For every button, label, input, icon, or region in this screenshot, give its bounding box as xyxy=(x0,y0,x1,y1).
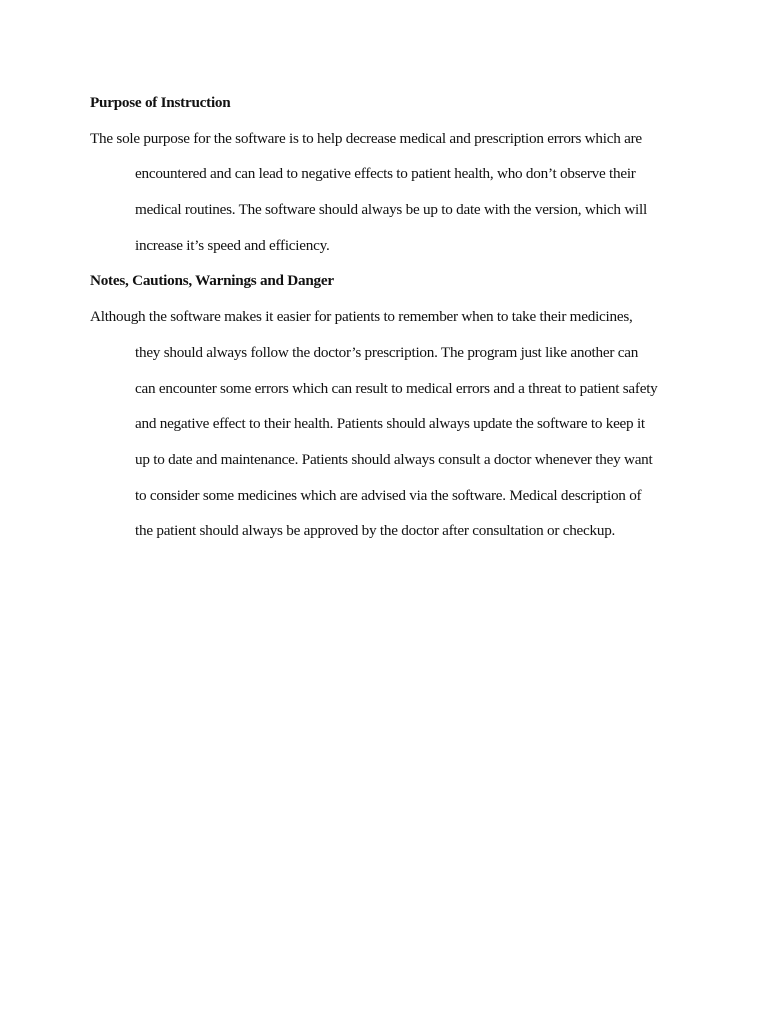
paragraph-line: The sole purpose for the software is to help decrease medical and prescription errors which are xyxy=(90,129,642,147)
paragraph-line: encountered and can lead to negative effects to patient health, who don’t observe their xyxy=(135,165,636,183)
paragraph-line: they should always follow the doctor’s prescription. The program just like another can xyxy=(135,343,639,361)
document-body xyxy=(90,91,690,555)
paragraph-line: to consider some medicines which are advised via the software. Medical description of xyxy=(135,486,642,504)
section-heading-purpose: Purpose of Instruction xyxy=(90,94,231,111)
paragraph-line: Although the software makes it easier for patients to remember when to take their medicines, xyxy=(90,308,633,326)
paragraph-line: can encounter some errors which can result to medical errors and a threat to patient safety xyxy=(135,379,658,397)
section-heading-notes: Notes, Cautions, Warnings and Danger xyxy=(90,272,334,290)
paragraph-line: medical routines. The software should always be up to date with the version, which will xyxy=(135,201,647,219)
paragraph-line: up to date and maintenance. Patients should always consult a doctor whenever they want xyxy=(135,450,653,468)
paragraph-line: the patient should always be approved by the doctor after consultation or checkup. xyxy=(135,522,616,540)
paragraph-line: and negative effect to their health. Patients should always update the software to keep it xyxy=(135,415,645,433)
paragraph-line: increase it’s speed and efficiency. xyxy=(135,236,330,254)
